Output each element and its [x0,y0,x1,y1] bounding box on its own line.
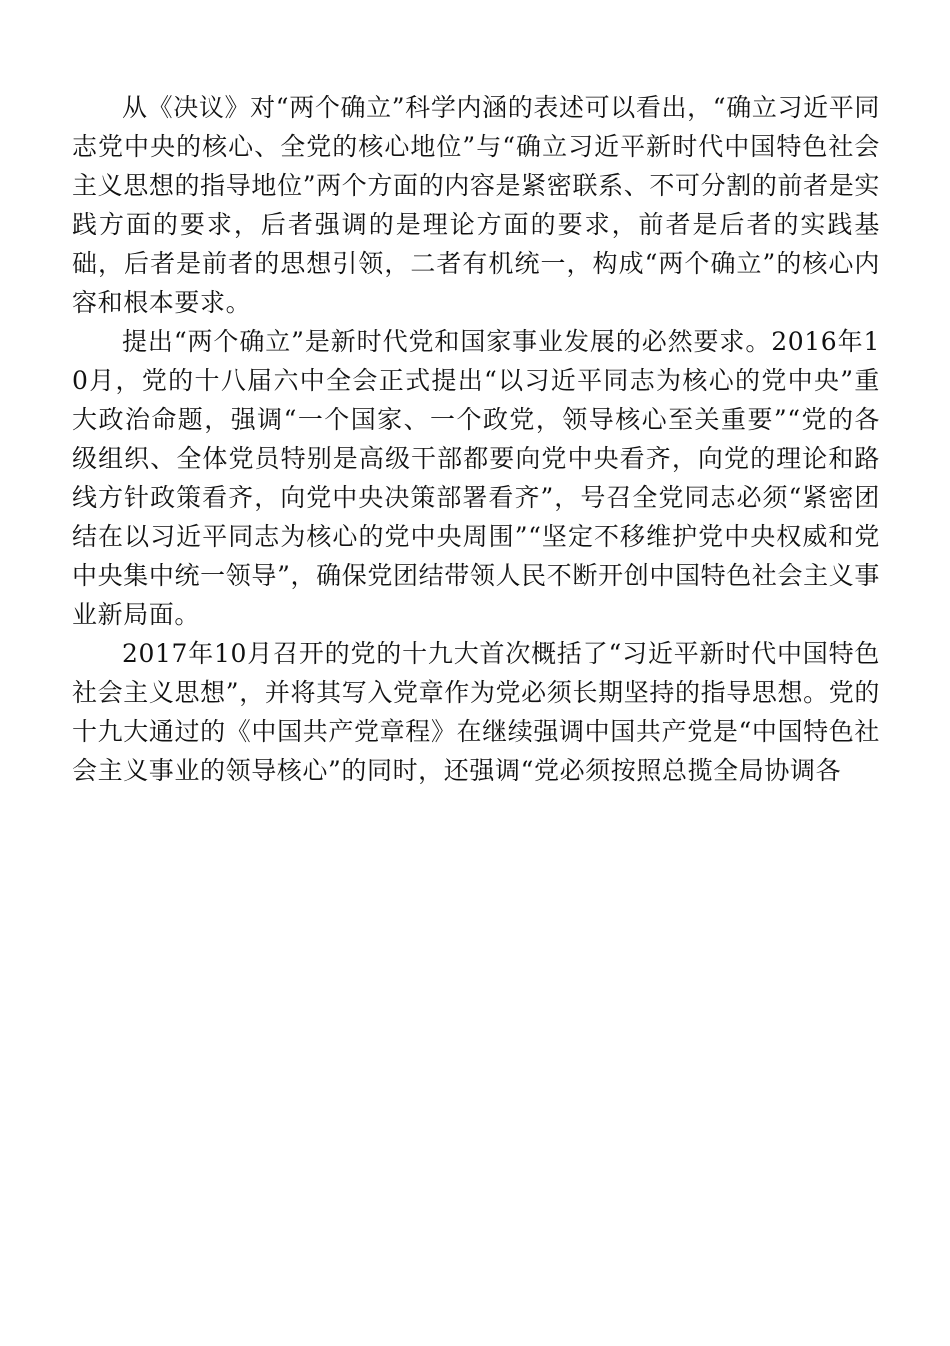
paragraph-1: 从《决议》对“两个确立”科学内涵的表述可以看出，“确立习近平同志党中央的核心、全党的核心地位”与“确立习近平新时代中国特色社会主义思想的指导地位”两个方面的内容是紧密联系、不可分割的前者是实践方面的要求，后者强调的是理论方面的要求，前者是后者的实践基础，后者是前者的思想引领，二者有机统一，构成“两个确立”的核心内容和根本要求。 [72,93,880,317]
paragraph-3: 2017年10月召开的党的十九大首次概括了“习近平新时代中国特色社会主义思想”，并将其写入党章作为党必须长期坚持的指导思想。党的十九大通过的《中国共产党章程》在继续强调中国共产党是“中国特色社会主义事业的领导核心”的同时，还强调“党必须按照总揽全局协调各 [72,639,880,785]
document-body [72,88,880,790]
paragraph-2: 提出“两个确立”是新时代党和国家事业发展的必然要求。2016年10月，党的十八届六中全会正式提出“以习近平同志为核心的党中央”重大政治命题，强调“一个国家、一个政党，领导核心至关重要”“党的各级组织、全体党员特别是高级干部都要向党中央看齐，向党的理论和路线方针政策看齐，向党中央决策部署看齐”，号召全党同志必须“紧密团结在以习近平同志为核心的党中央周围”“坚定不移维护党中央权威和党中央集中统一领导”，确保党团结带领人民不断开创中国特色社会主义事业新局面。 [72,327,880,629]
